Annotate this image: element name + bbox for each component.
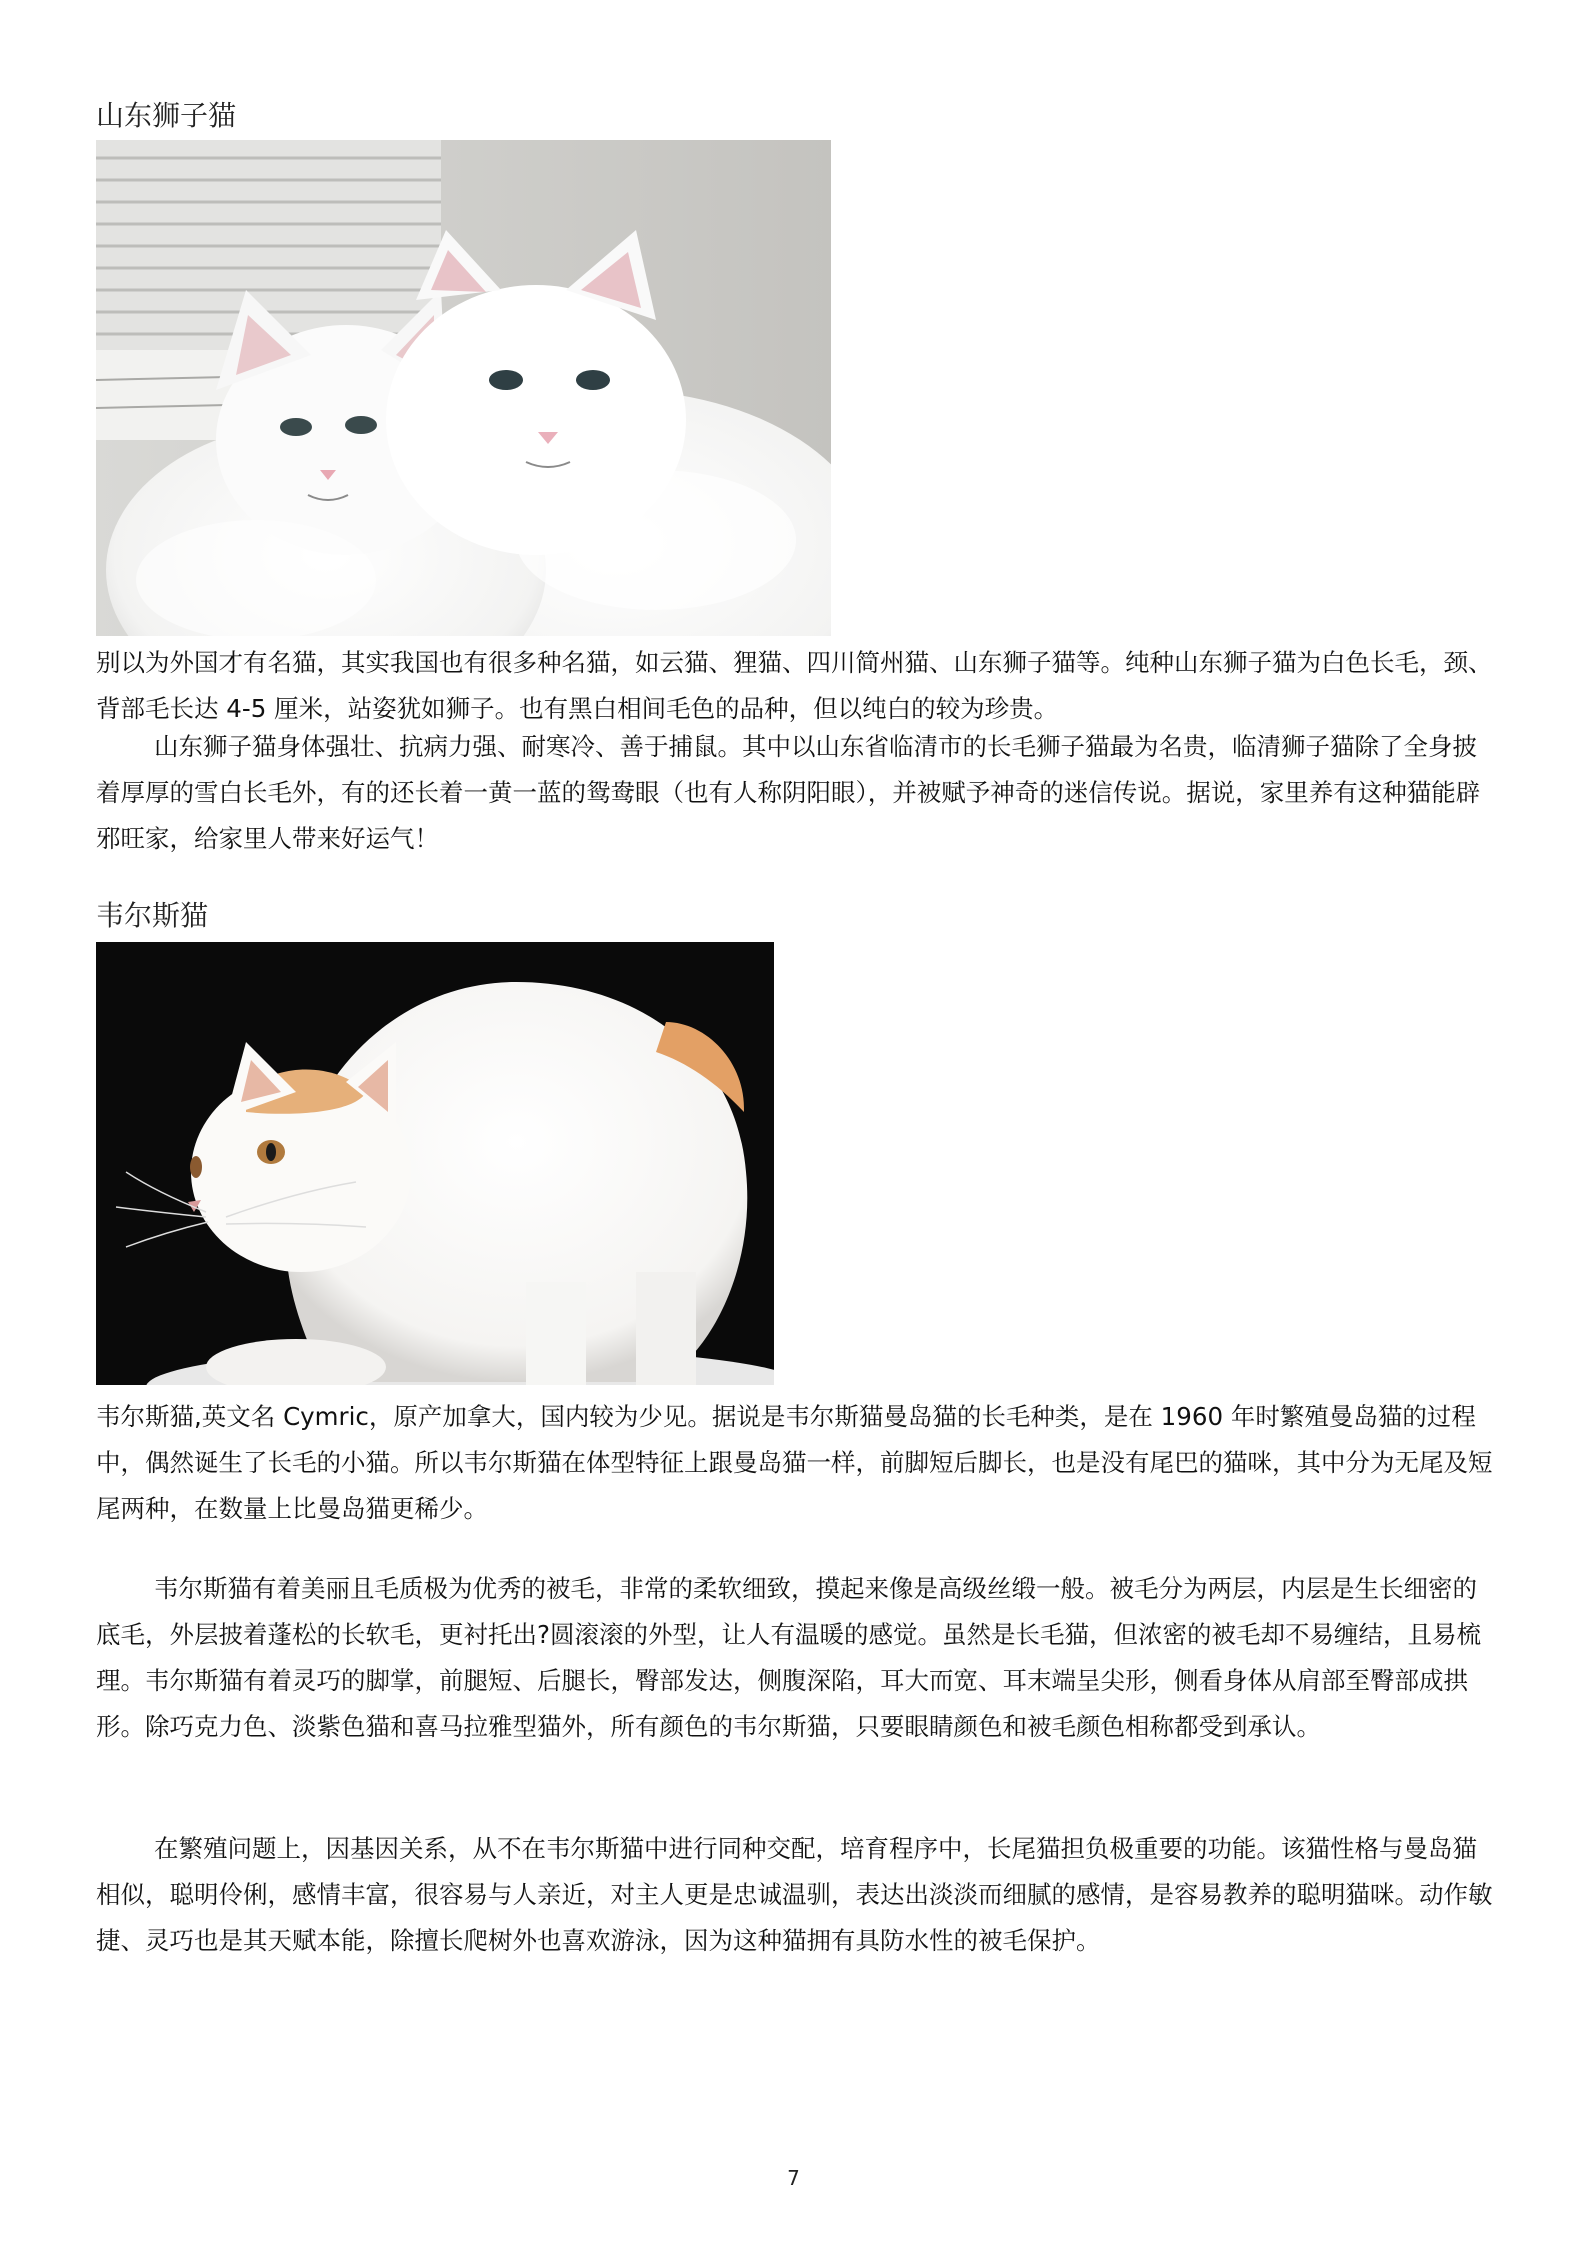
photo-two-white-cats: [96, 140, 831, 636]
section-1-paragraph-1: 别以为外国才有名猫，其实我国也有很多种名猫，如云猫、狸猫、四川简州猫、山东狮子猫等。纯种山东狮子猫为白色长毛，颈、背部毛长达 4-5 厘米，站姿犹如狮子。也有黑白相间毛色的品种，但以纯白的较为珍贵。: [96, 648, 1493, 723]
photo-white-cymric-cat: [96, 942, 774, 1385]
page-number: 7: [787, 2166, 800, 2190]
section-title-shandong-lion-cat: 山东狮子猫: [96, 99, 237, 132]
section-2-paragraph-2: 韦尔斯猫有着美丽且毛质极为优秀的被毛，非常的柔软细致，摸起来像是高级丝缎一般。被毛分为两层，内层是生长细密的底毛，外层披着蓬松的长软毛，更衬托出?圆滚滚的外型，让人有温暖的感觉。虽然是长毛猫，但浓密的被毛却不易缠结，且易梳理。韦尔斯猫有着灵巧的脚掌，前腿短、后腿长，臀部发达，侧腹深陷，耳大而宽、耳末端呈尖形，侧看身体从肩部至臀部成拱形。除巧克力色、淡紫色猫和喜马拉雅型猫外，所有颜色的韦尔斯猫，只要眼睛颜色和被毛颜色相称都受到承认。: [96, 1574, 1481, 1741]
section-2-paragraph-3: 在繁殖问题上，因基因关系，从不在韦尔斯猫中进行同种交配，培育程序中，长尾猫担负极重要的功能。该猫性格与曼岛猫相似，聪明伶俐，感情丰富，很容易与人亲近，对主人更是忠诚温驯，表达出淡淡而细腻的感情，是容易教养的聪明猫咪。动作敏捷、灵巧也是其天赋本能，除擅长爬树外也喜欢游泳，因为这种猫拥有具防水性的被毛保护。: [96, 1834, 1493, 1955]
section-title-cymric-cat: 韦尔斯猫: [96, 899, 209, 932]
section-2-paragraph-1: 韦尔斯猫,英文名 Cymric，原产加拿大，国内较为少见。据说是韦尔斯猫曼岛猫的长毛种类，是在 1960 年时繁殖曼岛猫的过程中，偶然诞生了长毛的小猫。所以韦尔斯猫在体型特征上跟曼岛猫一样，前脚短后脚长，也是没有尾巴的猫咪，其中分为无尾及短尾两种，在数量上比曼岛猫更稀少。: [96, 1402, 1493, 1523]
section-1-paragraph-2: 山东狮子猫身体强壮、抗病力强、耐寒冷、善于捕鼠。其中以山东省临清市的长毛狮子猫最为名贵，临清狮子猫除了全身披着厚厚的雪白长毛外，有的还长着一黄一蓝的鸳鸯眼（也有人称阴阳眼），并被赋予神奇的迷信传说。据说，家里养有这种猫能辟邪旺家，给家里人带来好运气！: [96, 732, 1481, 853]
